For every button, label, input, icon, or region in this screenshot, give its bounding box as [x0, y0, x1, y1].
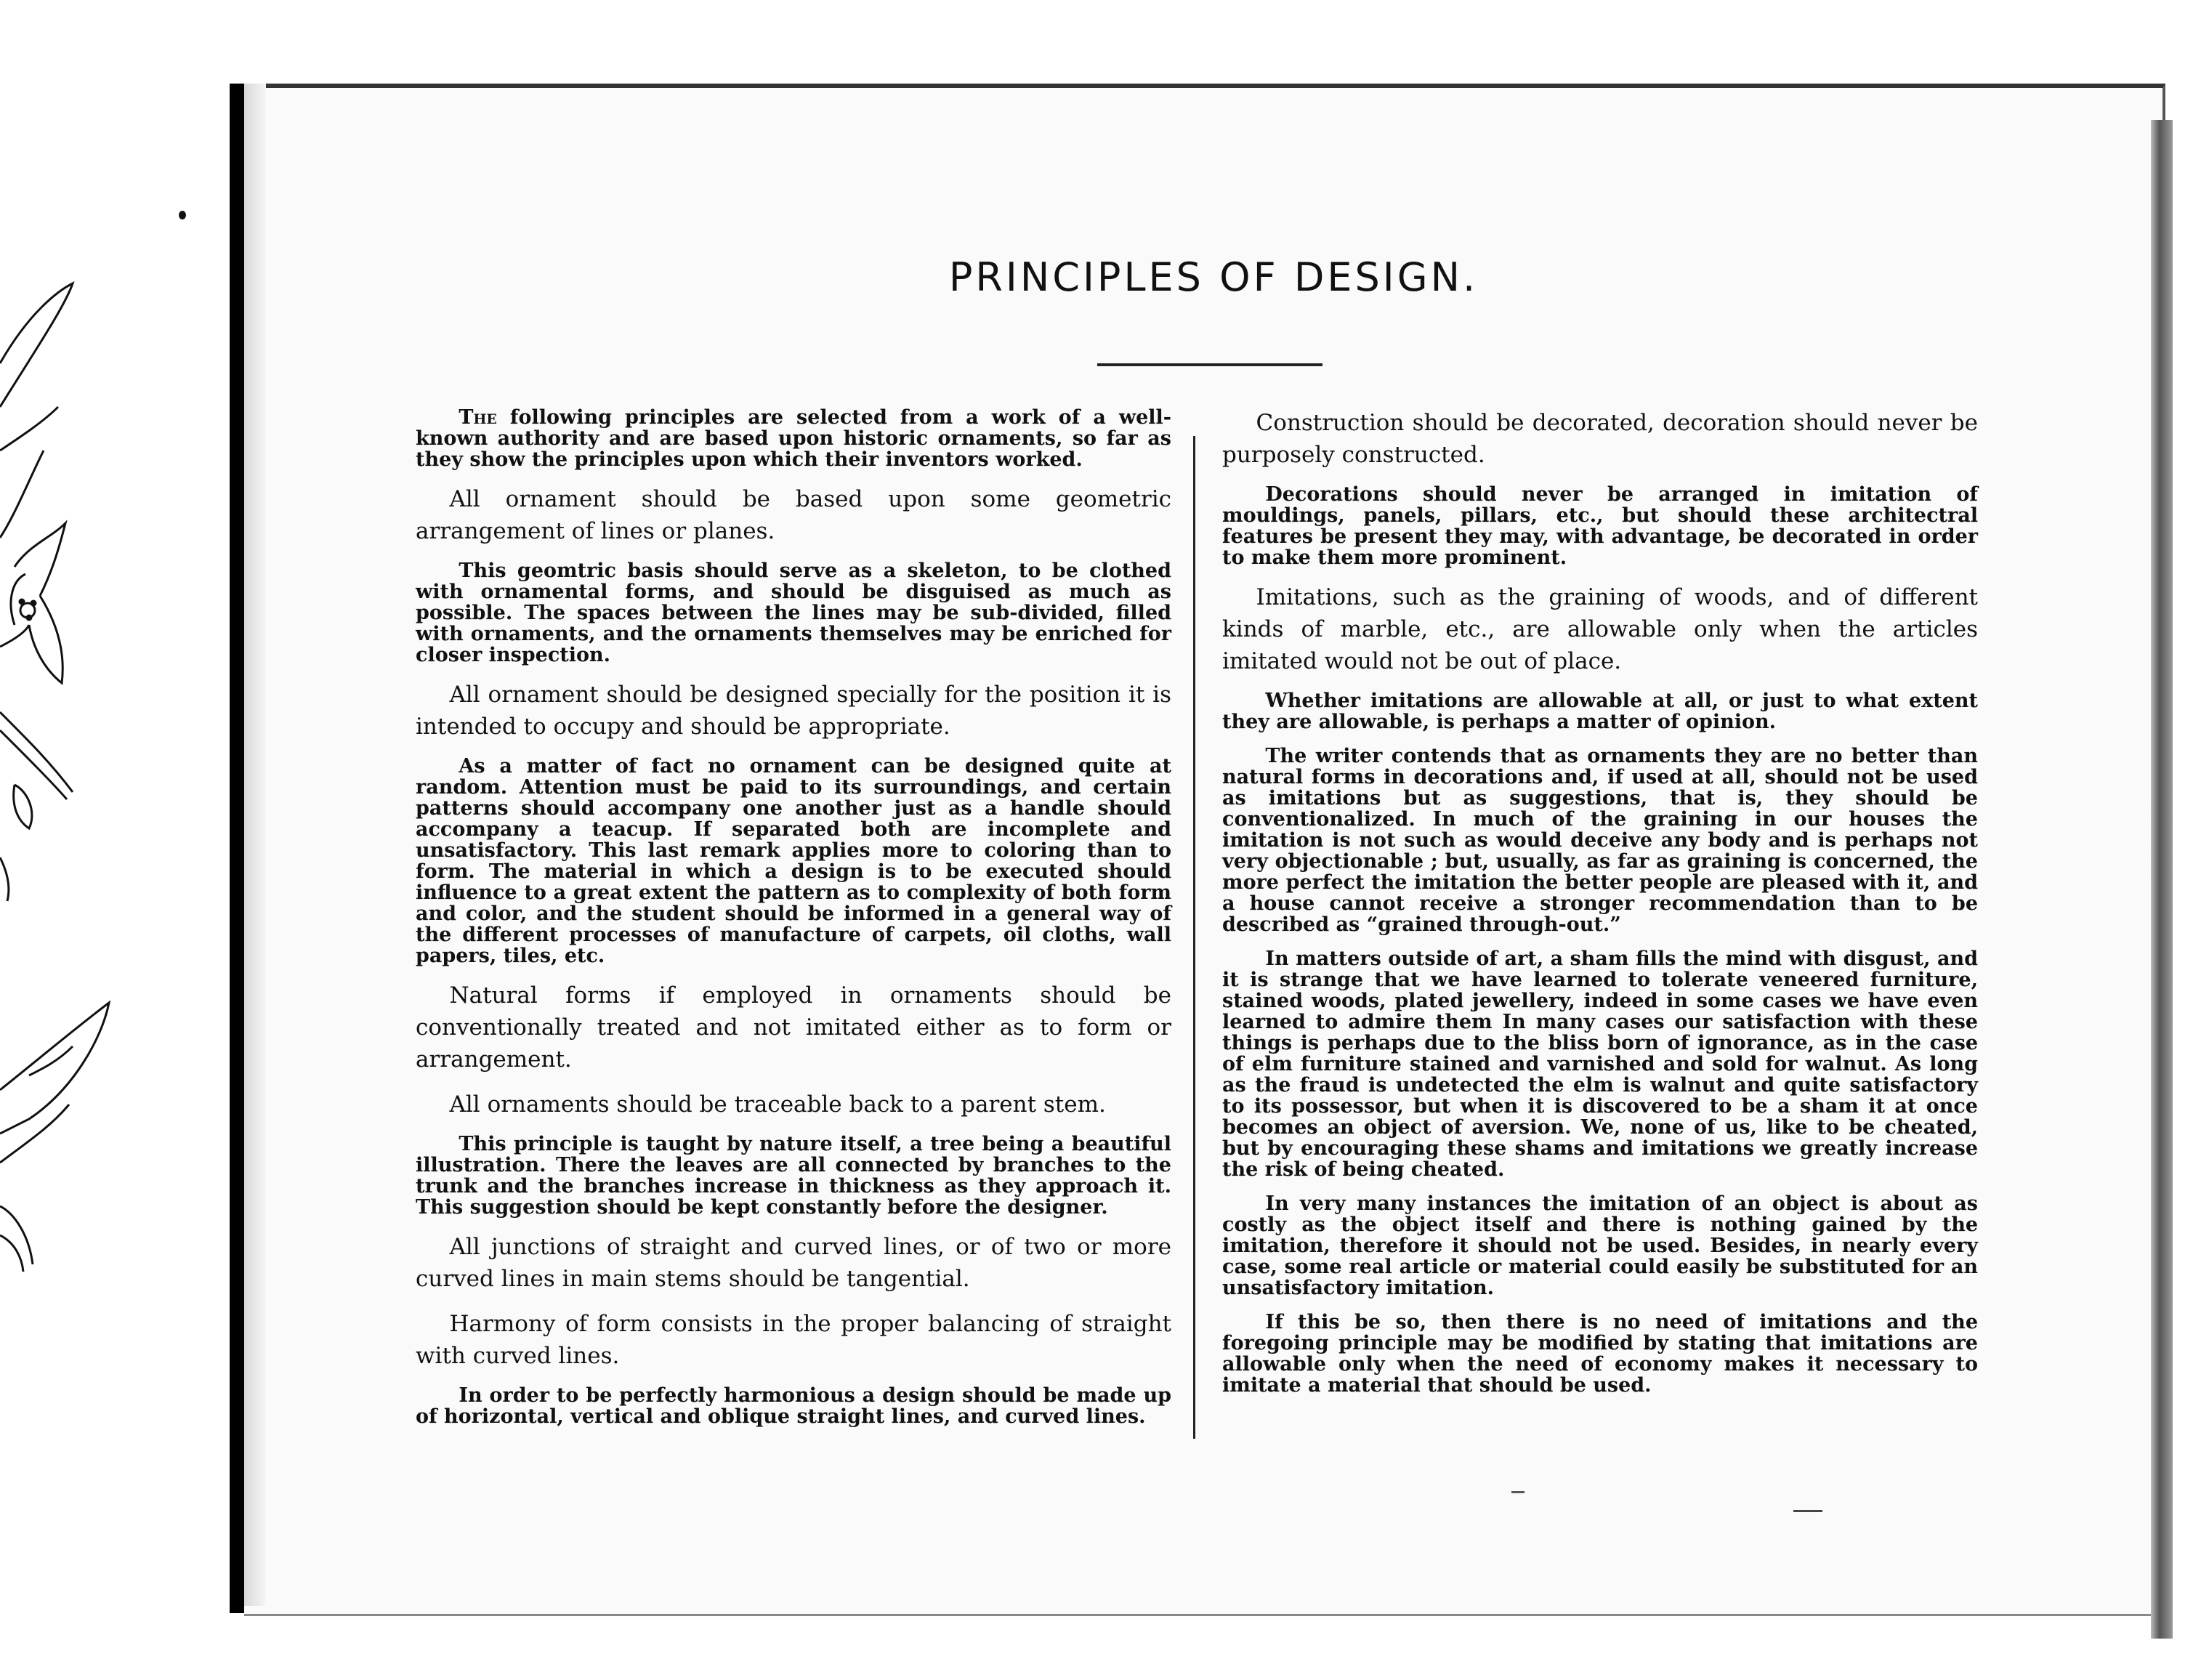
book-spine	[230, 84, 244, 1613]
paragraph	[416, 1089, 1171, 1120]
ink-dot	[179, 211, 186, 219]
paragraph-text: The writer contends that as ornaments they are no better than natural forms in decorations and, if used at all, should not be used as imitations but as suggestions, that is, they should be conventionalized. In much of the graining in our houses the imitation is not such as would deceive any body and is perhaps not very objectionable ; but, usually, as far as graining is concerned, the more perfect the imitation the better people are pleased with it, and a house cannot receive a stronger recommendation than to be described as “grained through-out.”	[1222, 745, 1978, 936]
paragraph-text: Imitations, such as the graining of woods, and of different kinds of marble, etc., are allowable only when the articles imitated would not be out of place.	[1222, 584, 1978, 674]
paragraph	[416, 756, 1171, 966]
paragraph	[1222, 407, 1978, 471]
paragraph	[416, 407, 1171, 470]
paragraph	[1222, 690, 1978, 732]
paragraph-text: Construction should be decorated, decoration should never be purposely constructed.	[1222, 410, 1978, 468]
right-text-column	[1222, 407, 1978, 1409]
paragraph	[1222, 1193, 1978, 1299]
left-page	[0, 73, 233, 1540]
paragraph	[416, 679, 1171, 743]
paragraph	[1222, 746, 1978, 935]
paragraph-text: If this be so, then there is no need of imitations and the foregoing principle may be modified by stating that imitations are allowable only when the need of economy makes it necessary to imitate a material that should be used.	[1222, 1311, 1978, 1397]
page-mark	[1793, 1510, 1822, 1512]
paragraph-text: As a matter of fact no ornament can be designed quite at random. Attention must be paid to its surroundings, and certain patterns should accompany one another just as a handle should accompany a teacup. If separated both are incomplete and unsatisfactory. This last remark applies more to coloring than to form. The material in which a design is to be executed should influence to a great extent the pattern as to complexity of both form and color, and the student should be informed in a general way of the different processes of manufacture of carpets, oil cloths, wall papers, tiles, etc.	[416, 755, 1171, 967]
page-edge	[2151, 120, 2173, 1639]
paragraph	[1222, 1312, 1978, 1396]
paragraph-text: All junctions of straight and curved lines, or of two or more curved lines in main stems should be tangential.	[416, 1234, 1171, 1292]
paragraph-text: Natural forms if employed in ornaments should be conventionally treated and not imitated either as to form or arrangement.	[416, 982, 1171, 1073]
paragraph	[416, 1231, 1171, 1295]
paragraph	[416, 1308, 1171, 1372]
column-divider	[1193, 436, 1195, 1439]
paragraph-lead-word: The	[459, 406, 497, 429]
paragraph	[416, 980, 1171, 1075]
paragraph	[416, 560, 1171, 666]
paragraph	[416, 483, 1171, 547]
page-mark	[1511, 1491, 1525, 1493]
paragraph-text: Decorations should never be arranged in imitation of mouldings, panels, pillars, etc., but should these architectral features be present they may, with advantage, be decorated in order to make them more prominent.	[1222, 483, 1978, 569]
title-rule	[1097, 363, 1322, 366]
left-text-column	[416, 407, 1171, 1440]
lily-flower-drawing	[0, 73, 233, 1540]
paragraph-text: This principle is taught by nature itself, a tree being a beautiful illustration. There the leaves are all connected by branches to the trunk and the branches increase in thickness as they approach it. This suggestion should be kept constantly before the designer.	[416, 1133, 1171, 1219]
paragraph-text: All ornament should be designed specially for the position it is intended to occupy and should be appropriate.	[416, 682, 1171, 740]
paragraph	[1222, 948, 1978, 1180]
paragraph-text: In matters outside of art, a sham fills the mind with disgust, and it is strange that we have learned to tolerate veneered furniture, stained woods, plated jewellery, indeed in some cases we have even learned to admire them In many cases our satisfaction with these things is perhaps due to the bliss born of ignorance, as in the case of elm furniture stained and varnished and sold for walnut. As long as the fraud is undetected the elm is walnut and quite satisfactory to its possessor, but when it is discovered to be a sham it at once becomes an object of aversion. We, none of us, like to be cheated, but by encouraging these shams and imitations we greatly increase the risk of being cheated.	[1222, 948, 1978, 1181]
paragraph-text: In order to be perfectly harmonious a design should be made up of horizontal, vertical and oblique straight lines, and curved lines.	[416, 1384, 1171, 1428]
paragraph-text: All ornament should be based upon some geometric arrangement of lines or planes.	[416, 486, 1171, 544]
paragraph-text: following principles are selected from a work of a well-known authority and are based upon historic ornaments, so far as they show the principles upon which their inventors worked.	[416, 406, 1171, 471]
paragraph	[416, 1385, 1171, 1427]
paragraph	[416, 1134, 1171, 1218]
page-title: PRINCIPLES OF DESIGN.	[948, 254, 1479, 300]
spine-shadow	[244, 84, 266, 1606]
paragraph	[1222, 581, 1978, 677]
paragraph-text: This geomtric basis should serve as a skeleton, to be clothed with ornamental forms, and should be disguised as much as possible. The spaces between the lines may be sub-divided, filled with ornaments, and the ornaments themselves may be enriched for closer inspection.	[416, 560, 1171, 666]
paragraph	[1222, 484, 1978, 568]
paragraph-text: Whether imitations are allowable at all, or just to what extent they are allowable, is perhaps a matter of opinion.	[1222, 690, 1978, 733]
paragraph-text: Harmony of form consists in the proper balancing of straight with curved lines.	[416, 1311, 1171, 1369]
paragraph-text: In very many instances the imitation of an object is about as costly as the object itself and there is nothing gained by the imitation, therefore it should not be used. Besides, in nearly every case, some real article or material could easily be substituted for an unsatisfactory imitation.	[1222, 1192, 1978, 1299]
paragraph-text: All ornaments should be traceable back to a parent stem.	[449, 1091, 1106, 1118]
